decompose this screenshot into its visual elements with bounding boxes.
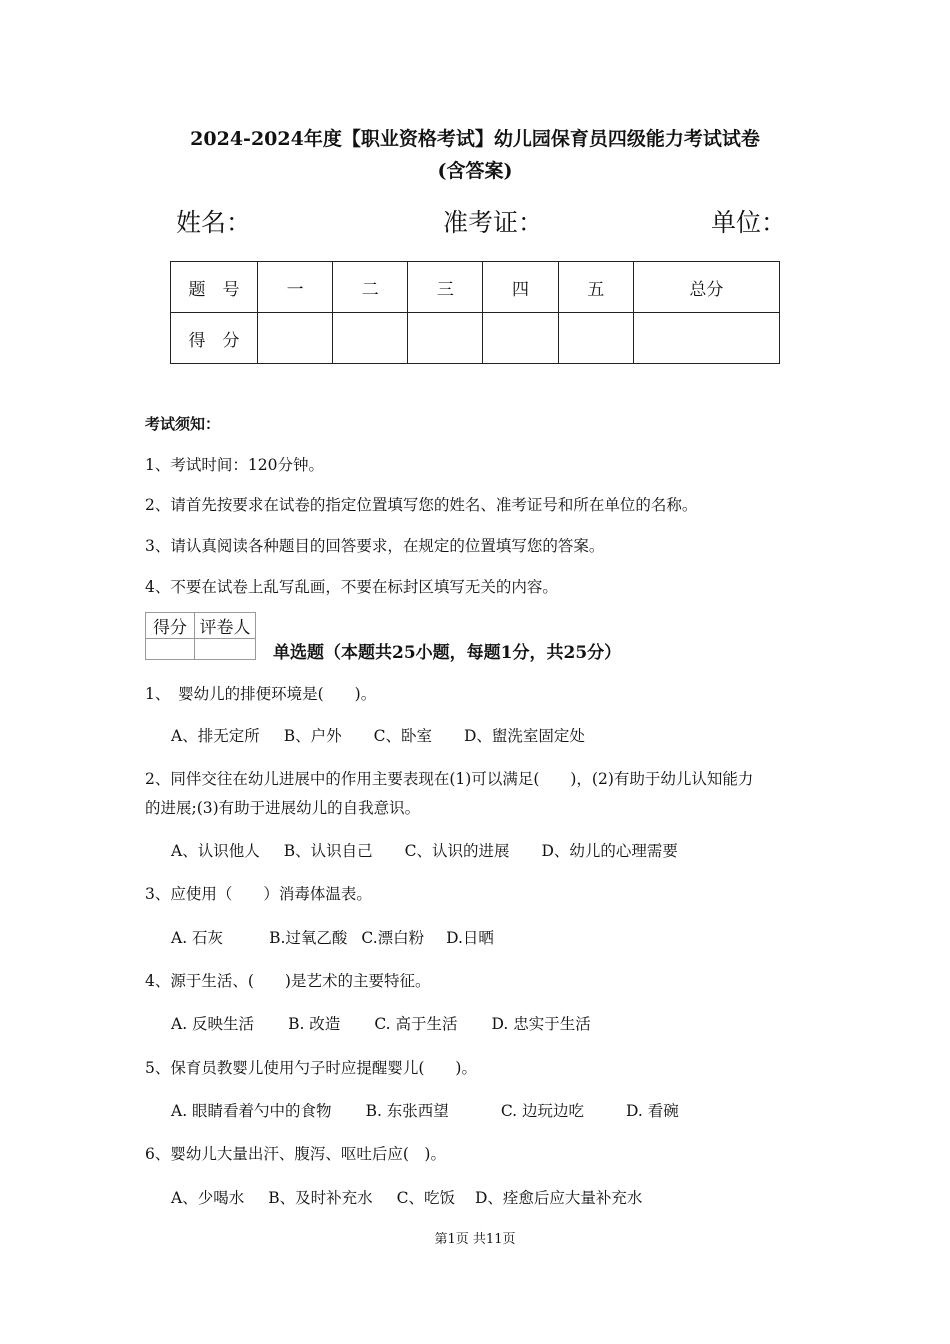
grader-score-label: 得分 (146, 613, 195, 639)
page-footer: 第1页 共11页 (434, 1232, 516, 1247)
option[interactable]: D. 忠实于生活 (491, 1015, 591, 1033)
score-table-score-row (171, 313, 780, 364)
option[interactable]: A. 石灰 (171, 929, 224, 947)
option[interactable]: D、盥洗室固定处 (463, 727, 585, 745)
notice-item: 3、请认真阅读各种题目的回答要求，在规定的位置填写您的答案。 (145, 537, 605, 555)
score-cell[interactable] (258, 313, 333, 364)
score-cell[interactable] (333, 313, 408, 364)
score-cell[interactable] (483, 313, 558, 364)
option[interactable]: B、认识自己 (283, 842, 373, 860)
column-header: 总分 (633, 262, 779, 313)
option[interactable]: B. 东张西望 (365, 1102, 449, 1120)
option[interactable]: C、认识的进展 (404, 842, 510, 860)
exam-subtitle: (含答案) (437, 160, 513, 182)
column-header: 二 (333, 262, 408, 313)
grader-box (145, 612, 256, 660)
option[interactable]: D. 看碗 (625, 1102, 679, 1120)
question-options (171, 839, 678, 861)
score-cell[interactable] (408, 313, 483, 364)
score-table-header-row (171, 262, 780, 313)
column-header: 四 (483, 262, 558, 313)
column-header: 三 (408, 262, 483, 313)
notice-item: 4、不要在试卷上乱写乱画，不要在标封区填写无关的内容。 (145, 578, 558, 596)
option[interactable]: A、认识他人 (171, 842, 260, 860)
option[interactable]: D、幼儿的心理需要 (541, 842, 678, 860)
question-options (171, 1012, 591, 1034)
exam-id-label: 准考证： (443, 208, 544, 237)
question-options (171, 724, 585, 746)
unit-label: 单位： (711, 208, 787, 237)
column-header: 五 (558, 262, 633, 313)
question-stem: 6、婴幼儿大量出汗、腹泻、呕吐后应( )。 (145, 1145, 446, 1163)
option[interactable]: A. 眼睛看着勺中的食物 (171, 1102, 332, 1120)
option[interactable]: C、卧室 (373, 727, 432, 745)
grader-reviewer-label: 评卷人 (195, 613, 256, 639)
name-label: 姓名： (176, 208, 252, 237)
section-title: 单选题（本题共25小题，每题1分，共25分） (273, 643, 622, 663)
option[interactable]: B、户外 (283, 727, 342, 745)
option[interactable]: D.日晒 (446, 929, 494, 947)
question-stem-continued: 的进展;(3)有助于进展幼儿的自我意识。 (145, 799, 421, 817)
notice-heading: 考试须知： (145, 415, 221, 433)
grader-reviewer-cell[interactable] (195, 639, 256, 660)
question-options (171, 926, 494, 948)
option[interactable]: C. 高于生活 (374, 1015, 458, 1033)
option[interactable]: A、排无定所 (171, 727, 260, 745)
option[interactable]: B.过氧乙酸 (269, 929, 348, 947)
option[interactable]: C、吃饭 (396, 1189, 455, 1207)
question-stem: 5、保育员教婴儿使用勺子时应提醒婴儿( )。 (145, 1059, 477, 1077)
notice-item: 2、请首先按要求在试卷的指定位置填写您的姓名、准考证号和所在单位的名称。 (145, 496, 698, 514)
question-stem: 3、应使用（ ）消毒体温表。 (145, 885, 372, 903)
question-options (171, 1099, 679, 1121)
question-options (171, 1186, 642, 1208)
option[interactable]: C. 边玩边吃 (500, 1102, 584, 1120)
score-label: 得 分 (171, 313, 258, 364)
question-stem: 1、 婴幼儿的排便环境是( )。 (145, 685, 377, 703)
score-cell[interactable] (558, 313, 633, 364)
grader-score-cell[interactable] (146, 639, 195, 660)
option[interactable]: C.漂白粉 (361, 929, 425, 947)
option[interactable]: A. 反映生活 (171, 1015, 255, 1033)
column-header: 一 (258, 262, 333, 313)
question-stem: 2、同伴交往在幼儿进展中的作用主要表现在(1)可以满足( )，(2)有助于幼儿认知能力 (145, 770, 754, 788)
option[interactable]: A、少喝水 (171, 1189, 245, 1207)
notice-item: 1、考试时间：120分钟。 (145, 456, 324, 474)
question-stem: 4、源于生活、( )是艺术的主要特征。 (145, 972, 431, 990)
score-cell[interactable] (633, 313, 779, 364)
option[interactable]: D、痊愈后应大量补充水 (474, 1189, 643, 1207)
exam-title: 2024-2024年度【职业资格考试】幼儿园保育员四级能力考试试卷 (190, 128, 760, 150)
option[interactable]: B. 改造 (288, 1015, 341, 1033)
question-number-label: 题 号 (171, 262, 258, 313)
score-table (170, 261, 780, 364)
option[interactable]: B、及时补充水 (268, 1189, 373, 1207)
